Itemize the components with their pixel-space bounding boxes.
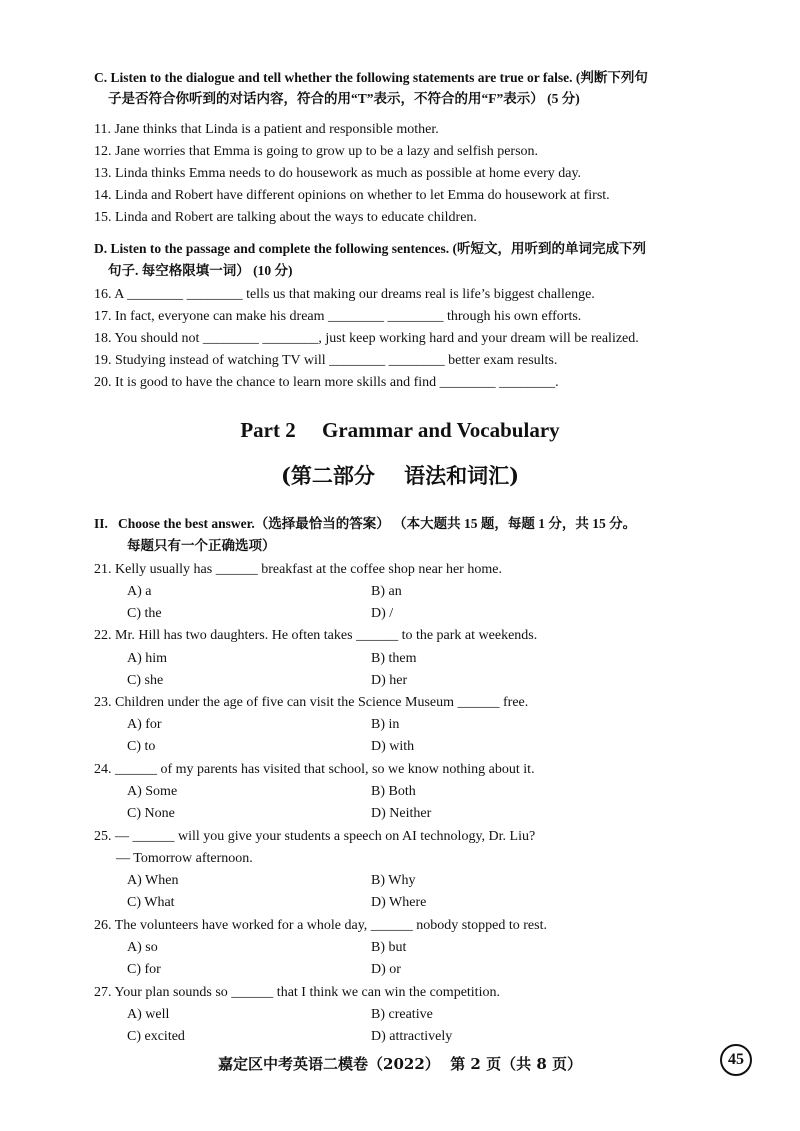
statement-14: 14. Linda and Robert have different opinions on whether to let Emma do housework at first. (94, 188, 610, 203)
question-23: 23. Children under the age of five can visit the Science Museum ______ free. (94, 695, 529, 710)
question-25-reply: — Tomorrow afternoon. (116, 851, 253, 866)
q25-option-c: C) What (127, 895, 175, 910)
statement-15: 15. Linda and Robert are talking about the ways to educate children. (94, 210, 477, 225)
q27-option-b: B) creative (371, 1007, 433, 1022)
q23-option-c: C) to (127, 739, 156, 754)
q25-option-b: B) Why (371, 873, 416, 888)
q23-option-b: B) in (371, 717, 400, 732)
q26-option-a: A) so (127, 940, 158, 955)
q27-option-d: D) attractively (371, 1029, 453, 1044)
section-ii-heading-cont: 每题只有一个正确选项） (127, 538, 276, 553)
q26-option-b: B) but (371, 940, 407, 955)
q21-option-b: B) an (371, 584, 402, 599)
q22-option-b: B) them (371, 651, 417, 666)
section-c-heading-cont: 子是否符合你听到的对话内容，符合的用“T”表示，不符合的用“F”表示） (5 分) (108, 91, 580, 106)
question-27: 27. Your plan sounds so ______ that I think we can win the competition. (94, 985, 500, 1000)
section-d-heading: D. Listen to the passage and complete the following sentences. (听短文，用听到的单词完成下列 (94, 241, 646, 256)
q22-option-c: C) she (127, 673, 164, 688)
question-26: 26. The volunteers have worked for a whole day, ______ nobody stopped to rest. (94, 918, 547, 933)
question-24: 24. ______ of my parents has visited that school, so we know nothing about it. (94, 762, 535, 777)
q25-option-d: D) Where (371, 895, 427, 910)
q21-option-d: D) / (371, 606, 394, 621)
q24-option-b: B) Both (371, 784, 416, 799)
sentence-17: 17. In fact, everyone can make his dream ________ ________ through his own efforts. (94, 309, 582, 324)
q27-option-c: C) excited (127, 1029, 185, 1044)
q21-option-c: C) the (127, 606, 162, 621)
section-c-heading: C. Listen to the dialogue and tell whether the following statements are true or false. (判断下列句 (94, 70, 648, 85)
question-22: 22. Mr. Hill has two daughters. He often takes ______ to the park at weekends. (94, 628, 538, 643)
q27-option-a: A) well (127, 1007, 170, 1022)
part-2-title: Part 2 Grammar and Vocabulary (240, 418, 560, 442)
statement-13: 13. Linda thinks Emma needs to do housework as much as possible at home every day. (94, 166, 582, 181)
statement-11: 11. Jane thinks that Linda is a patient and responsible mother. (94, 122, 439, 137)
q24-option-d: D) Neither (371, 806, 432, 821)
sentence-18: 18. You should not ________ ________, just keep working hard and your dream will be realized. (94, 331, 639, 346)
sentence-19: 19. Studying instead of watching TV will ________ ________ better exam results. (94, 353, 558, 368)
statement-12: 12. Jane worries that Emma is going to grow up to be a lazy and selfish person. (94, 144, 539, 159)
section-d-heading-cont: 句子. 每空格限填一词） (10 分) (108, 263, 293, 278)
q23-option-d: D) with (371, 739, 415, 754)
q23-option-a: A) for (127, 717, 162, 732)
sentence-20: 20. It is good to have the chance to learn more skills and find ________ ________. (94, 375, 559, 390)
page-footer: 嘉定区中考英语二模卷（2022） 第 2 页（共 8 页） (218, 1055, 582, 1073)
sentence-16: 16. A ________ ________ tells us that making our dreams real is life’s biggest challenge. (94, 287, 595, 302)
question-25: 25. — ______ will you give your students a speech on AI technology, Dr. Liu? (94, 829, 536, 844)
page-number-badge: 45 (720, 1044, 752, 1076)
q24-option-c: C) None (127, 806, 175, 821)
q25-option-a: A) When (127, 873, 179, 888)
q21-option-a: A) a (127, 584, 152, 599)
q24-option-a: A) Some (127, 784, 178, 799)
question-21: 21. Kelly usually has ______ breakfast at the coffee shop near her home. (94, 562, 502, 577)
q22-option-a: A) him (127, 651, 168, 666)
q22-option-d: D) her (371, 673, 408, 688)
q26-option-d: D) or (371, 962, 401, 977)
part-2-subtitle: (第二部分 语法和词汇) (280, 463, 520, 488)
section-ii-heading: II. Choose the best answer.（选择最恰当的答案） （本大题共 15 题，每题 1 分，共 15 分。 (94, 516, 637, 531)
q26-option-c: C) for (127, 962, 161, 977)
